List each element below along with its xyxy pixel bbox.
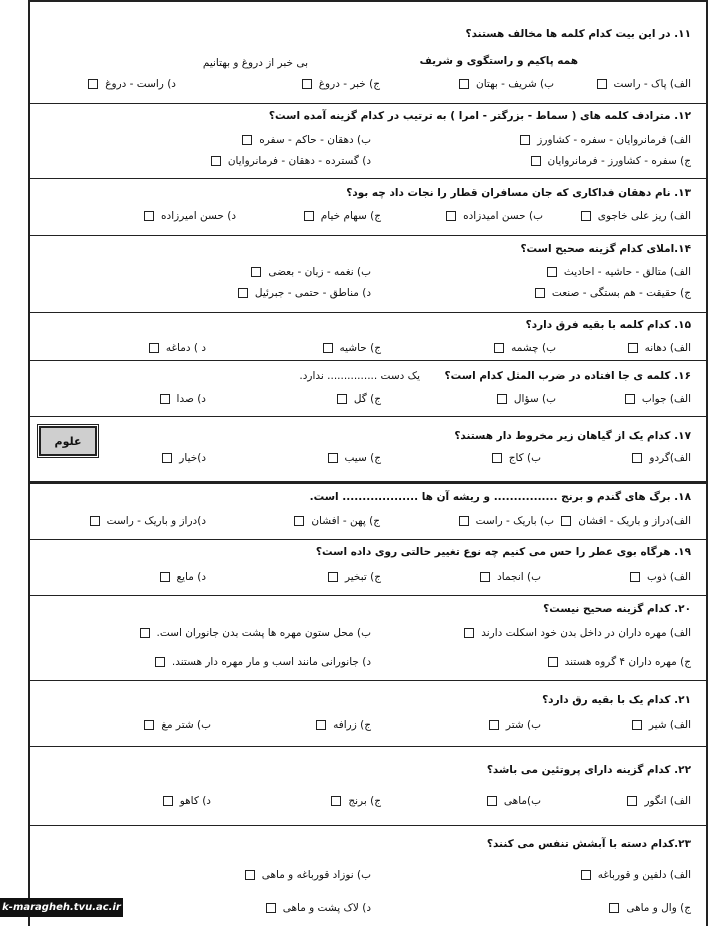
option-19-b[interactable]: ب) انجماد xyxy=(480,570,541,584)
site-watermark: k-maragheh.tvu.ac.ir xyxy=(0,898,123,917)
option-21-a[interactable]: الف) شیر xyxy=(632,718,691,732)
checkbox[interactable] xyxy=(597,79,607,89)
checkbox[interactable] xyxy=(489,720,499,730)
option-18-b[interactable]: ب) باریک - راست xyxy=(459,514,554,528)
option-16-d[interactable]: د) صدا xyxy=(160,392,206,406)
option-20-d[interactable]: د) جانورانی مانند اسب و مار مهره دار هستند. xyxy=(155,655,371,669)
option-18-d[interactable]: د)دراز و باریک - راست xyxy=(90,514,206,528)
option-13-c[interactable]: ج) سهام خیام xyxy=(304,209,381,223)
checkbox[interactable] xyxy=(90,516,100,526)
option-21-b[interactable]: ب) شتر xyxy=(489,718,541,732)
checkbox[interactable] xyxy=(266,903,276,913)
checkbox[interactable] xyxy=(459,516,469,526)
option-13-b[interactable]: ب) حسن امیدزاده xyxy=(446,209,543,223)
question-12 xyxy=(30,104,706,179)
option-18-a[interactable]: الف)دراز و باریک - افشان xyxy=(561,514,691,528)
checkbox[interactable] xyxy=(459,79,469,89)
checkbox[interactable] xyxy=(160,572,170,582)
option-12-c[interactable]: ج) سفره - کشاورز - فرمانروایان xyxy=(531,154,692,168)
exam-sheet xyxy=(28,0,708,926)
question-18 xyxy=(30,484,706,540)
option-11-c[interactable]: ج) خبر - دروغ xyxy=(302,77,380,91)
option-17-c[interactable]: ج) سیب xyxy=(328,451,382,465)
option-19-d[interactable]: د) مایع xyxy=(160,570,206,584)
checkbox[interactable] xyxy=(492,453,502,463)
option-14-a[interactable]: الف) متالق - حاشیه - احادیث xyxy=(547,265,691,279)
checkbox[interactable] xyxy=(548,657,558,667)
option-12-a[interactable]: الف) فرمانروایان - سفره - کشاورز xyxy=(520,133,691,147)
option-20-c[interactable]: ج) مهره داران ۴ گروه هستند xyxy=(548,655,691,669)
option-23-c[interactable]: ج) وال و ماهی xyxy=(609,901,691,915)
option-11-a[interactable]: الف) پاک - راست xyxy=(597,77,692,91)
question-23-text: ۲۳.کدام دسته با آبشش تنفس می کنند؟ xyxy=(486,838,691,850)
option-21-d[interactable]: ب) شتر مغ xyxy=(144,718,211,732)
checkbox[interactable] xyxy=(480,572,490,582)
option-14-c[interactable]: ج) حقیقت - هم بستگی - صنعت xyxy=(535,286,691,300)
checkbox[interactable] xyxy=(487,796,497,806)
option-11-d[interactable]: د) راست - دروغ xyxy=(88,77,176,91)
question-23 xyxy=(30,826,706,928)
option-17-a[interactable]: الف)گردو xyxy=(632,451,691,465)
option-15-c[interactable]: ج) حاشیه xyxy=(323,341,382,355)
checkbox[interactable] xyxy=(323,343,333,353)
option-20-a[interactable]: الف) مهره داران در داخل بدن خود اسکلت دارند xyxy=(464,626,691,640)
option-12-d[interactable]: د) گسترده - دهقان - فرمانروایان xyxy=(211,154,371,168)
question-19-text: ۱۹. هرگاه بوی عطر را حس می کنیم چه نوع تغییر حالتی روی داده است؟ xyxy=(315,546,691,558)
checkbox[interactable] xyxy=(497,394,507,404)
question-16 xyxy=(30,361,706,417)
option-20-b[interactable]: ب) محل ستون مهره ها پشت بدن جانوران است. xyxy=(140,626,371,640)
option-11-b[interactable]: ب) شریف - بهتان xyxy=(459,77,554,91)
option-23-d[interactable]: د) لاک پشت و ماهی xyxy=(266,901,371,915)
checkbox[interactable] xyxy=(609,903,619,913)
question-18-text: ۱۸. برگ های گندم و برنج ................ و ریشه آن ها ................... است. xyxy=(309,491,691,503)
checkbox[interactable] xyxy=(144,211,154,221)
question-15 xyxy=(30,313,706,361)
checkbox[interactable] xyxy=(328,453,338,463)
checkbox[interactable] xyxy=(628,343,638,353)
checkbox[interactable] xyxy=(632,720,642,730)
question-13 xyxy=(30,179,706,236)
checkbox[interactable] xyxy=(238,288,248,298)
option-15-d[interactable]: د ) دماغه xyxy=(149,341,206,355)
option-22-c[interactable]: ج) برنج xyxy=(331,794,381,808)
checkbox[interactable] xyxy=(245,870,255,880)
checkbox[interactable] xyxy=(446,211,456,221)
option-16-a[interactable]: الف) جواب xyxy=(625,392,691,406)
option-23-b[interactable]: ب) نوزاد قورباغه و ماهی xyxy=(245,868,371,882)
option-22-d[interactable]: د) کاهو xyxy=(163,794,211,808)
checkbox[interactable] xyxy=(547,267,557,277)
checkbox[interactable] xyxy=(242,135,252,145)
verse-right: همه پاکیم و راستگوی و شریف xyxy=(419,55,578,67)
checkbox[interactable] xyxy=(494,343,504,353)
option-19-a[interactable]: الف) ذوب xyxy=(630,570,691,584)
option-17-b[interactable]: ب) کاج xyxy=(492,451,541,465)
option-23-a[interactable]: الف) دلفین و قورباغه xyxy=(581,868,691,882)
checkbox[interactable] xyxy=(464,628,474,638)
question-14 xyxy=(30,236,706,313)
verse-left: بی خبر از دروغ و بهتانیم xyxy=(202,57,308,69)
checkbox[interactable] xyxy=(211,156,221,166)
option-16-b[interactable]: ب) سؤال xyxy=(497,392,556,406)
option-14-d[interactable]: د) مناطق - حتمی - جبرئیل xyxy=(238,286,371,300)
checkbox[interactable] xyxy=(630,572,640,582)
checkbox[interactable] xyxy=(149,343,159,353)
question-21 xyxy=(30,681,706,747)
option-21-c[interactable]: ج) زرافه xyxy=(316,718,371,732)
checkbox[interactable] xyxy=(162,453,172,463)
option-16-c[interactable]: ج) گل xyxy=(337,392,381,406)
question-22 xyxy=(30,747,706,826)
option-19-c[interactable]: ج) تبخیر xyxy=(328,570,381,584)
option-14-b[interactable]: ب) نغمه - زبان - بعضی xyxy=(251,265,371,279)
question-16-text: ۱۶. کلمه ی جا افتاده در ضرب المثل کدام است؟ xyxy=(444,370,691,382)
question-19 xyxy=(30,540,706,596)
question-20-text: ۲۰. کدام گزینه صحیح نیست؟ xyxy=(543,603,691,615)
question-21-text: ۲۱. کدام یک با بقیه رق دارد؟ xyxy=(542,694,691,706)
question-17 xyxy=(30,417,706,484)
question-12-text: ۱۲. مترادف کلمه های ( سماط - بزرگتر - امرا ) به ترتیب در کدام گزینه آمده است؟ xyxy=(268,110,691,122)
checkbox[interactable] xyxy=(531,156,541,166)
question-22-text: ۲۲. کدام گزینه دارای پروتئین می باشد؟ xyxy=(486,764,691,776)
option-22-b[interactable]: ب)ماهی xyxy=(487,794,541,808)
checkbox[interactable] xyxy=(535,288,545,298)
question-15-text: ۱۵. کدام کلمه با بقیه فرق دارد؟ xyxy=(525,319,691,331)
question-13-text: ۱۳. نام دهقان فداکاری که جان مسافران قطار را نجات داد چه بود؟ xyxy=(346,187,691,199)
option-15-b[interactable]: ب) چشمه xyxy=(494,341,556,355)
option-18-c[interactable]: ج) پهن - افشان xyxy=(294,514,380,528)
checkbox[interactable] xyxy=(294,516,304,526)
checkbox[interactable] xyxy=(632,453,642,463)
checkbox[interactable] xyxy=(328,572,338,582)
option-15-a[interactable]: الف) دهانه xyxy=(628,341,691,355)
checkbox[interactable] xyxy=(627,796,637,806)
question-20 xyxy=(30,596,706,681)
option-13-a[interactable]: الف) ریز علی خاجوی xyxy=(581,209,691,223)
checkbox[interactable] xyxy=(251,267,261,277)
option-17-d[interactable]: د)خیار xyxy=(162,451,206,465)
checkbox[interactable] xyxy=(155,657,165,667)
checkbox[interactable] xyxy=(160,394,170,404)
checkbox[interactable] xyxy=(337,394,347,404)
checkbox[interactable] xyxy=(581,211,591,221)
science-section-badge: علوم xyxy=(39,426,97,456)
proverb-blank: یک دست ............... ندارد. xyxy=(299,370,420,382)
checkbox[interactable] xyxy=(144,720,154,730)
checkbox[interactable] xyxy=(331,796,341,806)
checkbox[interactable] xyxy=(625,394,635,404)
option-13-d[interactable]: د) حسن امیرزاده xyxy=(144,209,236,223)
checkbox[interactable] xyxy=(520,135,530,145)
checkbox[interactable] xyxy=(302,79,312,89)
question-11-text: ۱۱. در این بیت کدام کلمه ها مخالف هستند؟ xyxy=(465,28,691,40)
checkbox[interactable] xyxy=(561,516,571,526)
option-12-b[interactable]: ب) دهقان - حاکم - سفره xyxy=(242,133,371,147)
option-22-a[interactable]: الف) انگور xyxy=(627,794,691,808)
question-17-text: ۱۷. کدام یک از گیاهان زیر مخروط دار هستند؟ xyxy=(454,430,691,442)
question-11 xyxy=(30,2,706,104)
checkbox[interactable] xyxy=(163,796,173,806)
checkbox[interactable] xyxy=(316,720,326,730)
checkbox[interactable] xyxy=(88,79,98,89)
checkbox[interactable] xyxy=(304,211,314,221)
checkbox[interactable] xyxy=(581,870,591,880)
question-14-text: ۱۴.املای کدام گزینه صحیح است؟ xyxy=(520,243,691,255)
checkbox[interactable] xyxy=(140,628,150,638)
